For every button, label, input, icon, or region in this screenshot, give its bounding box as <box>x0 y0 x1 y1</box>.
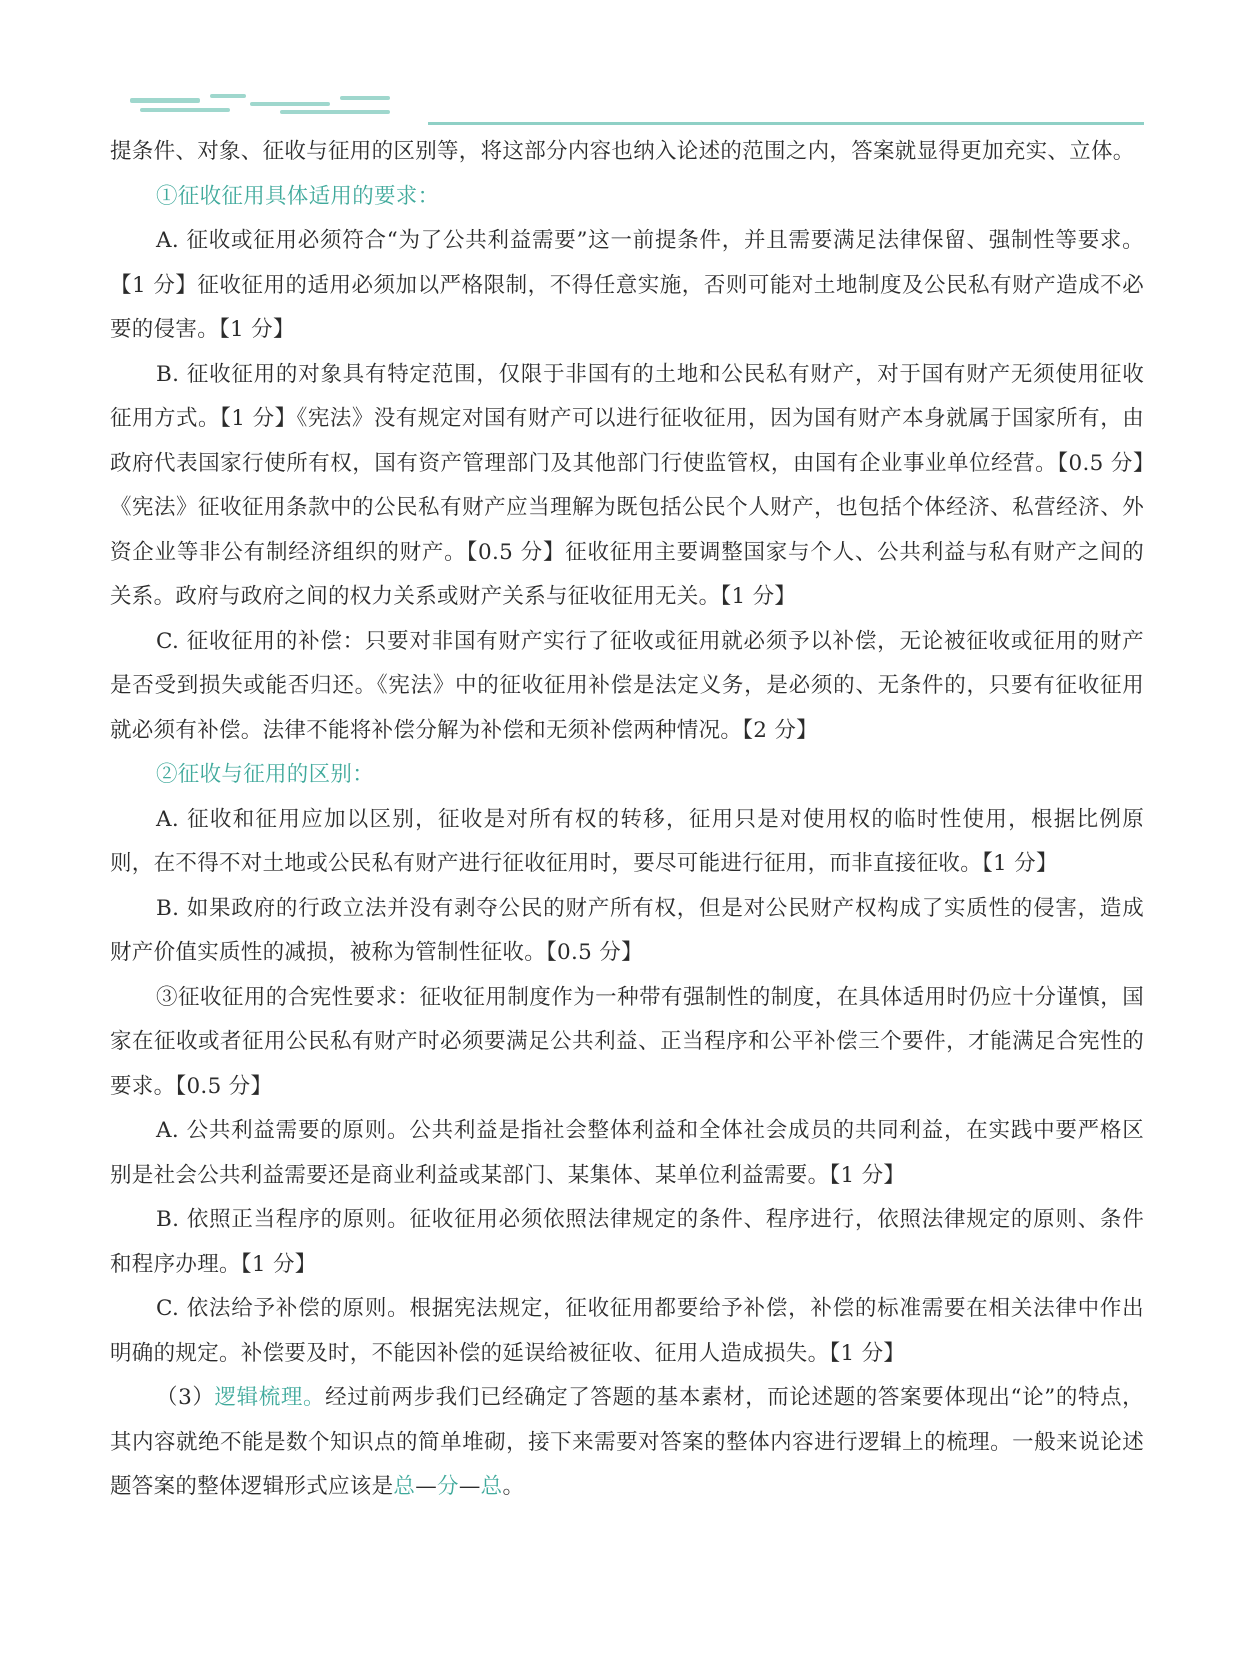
paragraph: B. 如果政府的行政立法并没有剥夺公民的财产所有权，但是对公民财产权构成了实质性的侵害，造成财产价值实质性的减损，被称为管制性征收。【0.5 分】 <box>110 895 1144 965</box>
document-body <box>110 130 1144 1510</box>
paragraph: B. 依照正当程序的原则。征收征用必须依照法律规定的条件、程序进行，依照法律规定的原则、条件和程序办理。【1 分】 <box>110 1207 1144 1277</box>
section-heading-1: ①征收征用具体适用的要求： <box>156 183 440 209</box>
paragraph: 提条件、对象、征收与征用的区别等，将这部分内容也纳入论述的范围之内，答案就显得更加充实、立体。 <box>110 139 1135 164</box>
logic-dash-1: — <box>415 1474 438 1499</box>
logic-body: 经过前两步我们已经确定了答题的基本素材，而论述题的答案要体现出“论”的特点，其内容就绝不能是数个知识点的简单堆砌，接下来需要对答案的整体内容进行逻辑上的梳理。一般来说论述题答案的整体逻辑形式应该是 <box>110 1385 1144 1499</box>
paragraph: ③征收征用的合宪性要求：征收征用制度作为一种带有强制性的制度，在具体适用时仍应十分谨慎，国家在征收或者征用公民私有财产时必须要满足公共利益、正当程序和公平补偿三个要件，才能满足合宪性的要求。【0.5 分】 <box>110 984 1144 1099</box>
logic-zong-1: 总 <box>393 1474 416 1499</box>
logic-fen: 分 <box>437 1474 459 1499</box>
section-heading-2: ②征收与征用的区别： <box>156 762 375 787</box>
paragraph: A. 公共利益需要的原则。公共利益是指社会整体利益和全体社会成员的共同利益，在实践中要严格区别是社会公共利益需要还是商业利益或某部门、某集体、某单位利益需要。【1 分】 <box>110 1118 1144 1188</box>
paragraph: A. 征收或征用必须符合“为了公共利益需要”这一前提条件，并且需要满足法律保留、强制性等要求。【1 分】征收征用的适用必须加以严格限制，不得任意实施，否则可能对土地制度及公民私有财产造成不必要的侵害。【1 分】 <box>110 228 1144 342</box>
paragraph: A. 征收和征用应加以区别，征收是对所有权的转移，征用只是对使用权的临时性使用，根据比例原则，在不得不对土地或公民私有财产进行征收征用时，要尽可能进行征用，而非直接征收。【1 分】 <box>110 806 1144 876</box>
logic-dash-2: — <box>458 1474 481 1499</box>
header-logo <box>130 84 430 120</box>
item-prefix: （3） <box>156 1385 215 1410</box>
paragraph: C. 依法给予补偿的原则。根据宪法规定，征收征用都要给予补偿，补偿的标准需要在相关法律中作出明确的规定。补偿要及时，不能因补偿的延误给被征收、征用人造成损失。【1 分】 <box>110 1296 1144 1366</box>
logic-end: 。 <box>502 1474 525 1499</box>
paragraph-logic <box>110 1376 1144 1510</box>
logic-zong-2: 总 <box>480 1474 503 1499</box>
header-rule <box>428 122 1144 125</box>
logic-label: 逻辑梳理。 <box>214 1385 326 1410</box>
paragraph: B. 征收征用的对象具有特定范围，仅限于非国有的土地和公民私有财产，对于国有财产无须使用征收征用方式。【1 分】《宪法》没有规定对国有财产可以进行征收征用，因为国有财产本身就属于国家所有，由政府代表国家行使所有权，国有资产管理部门及其他部门行使监管权，由国有企业事业单位经营。【0.5 分】《宪法》征收征用条款中的公民私有财产应当理解为既包括公民个人财产，也包括个体经济、私营经济、外资企业等非公有制经济组织的财产。【0.5 分】征收征用主要调整国家与个人、公共利益与私有财产之间的关系。政府与政府之间的权力关系或财产关系与征收征用无关。【1 分】 <box>110 361 1144 609</box>
paragraph: C. 征收征用的补偿：只要对非国有财产实行了征收或征用就必须予以补偿，无论被征收或征用的财产是否受到损失或能否归还。《宪法》中的征收征用补偿是法定义务，是必须的、无条件的，只要有征收征用就必须有补偿。法律不能将补偿分解为补偿和无须补偿两种情况。【2 分】 <box>110 628 1144 743</box>
